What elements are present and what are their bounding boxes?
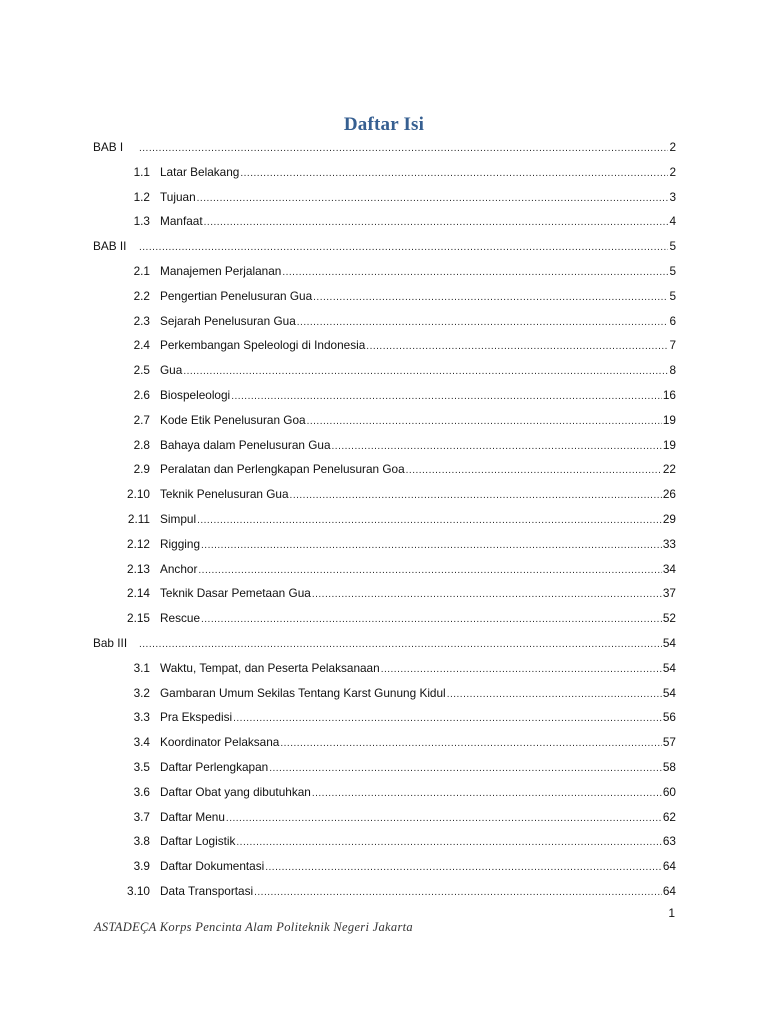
toc-entry-label: Pra Ekspedisi [160, 710, 233, 725]
toc-entry-number: 3.8 [133, 834, 150, 849]
toc-entry-page: 19 [662, 412, 676, 427]
toc-leader-dots [406, 463, 662, 479]
toc-entry-page: 37 [662, 586, 676, 601]
toc-entry-number: 2.6 [133, 387, 150, 402]
toc-section-entry[interactable] [93, 833, 676, 858]
toc-entry-page: 26 [662, 487, 676, 502]
toc-entry-number: 2.4 [133, 338, 150, 353]
toc-leader-dots [366, 339, 668, 355]
toc-chapter-entry[interactable] [93, 635, 676, 660]
toc-leader-dots [201, 538, 662, 554]
toc-entry-page: 64 [662, 883, 676, 898]
toc-entry-page: 16 [662, 387, 676, 402]
toc-entry-page: 5 [669, 263, 676, 278]
toc-entry-number: 2.12 [127, 536, 150, 551]
toc-leader-dots [307, 414, 662, 430]
toc-leader-dots [139, 141, 668, 157]
table-of-contents [93, 139, 676, 908]
toc-section-entry[interactable] [93, 784, 676, 809]
toc-leader-dots [265, 860, 662, 876]
toc-entry-page: 8 [669, 363, 676, 378]
toc-section-entry[interactable] [93, 585, 676, 610]
toc-entry-page: 56 [662, 710, 676, 725]
toc-entry-number: BAB II [93, 239, 127, 254]
toc-entry-page: 5 [669, 239, 676, 254]
toc-section-entry[interactable] [93, 288, 676, 313]
toc-entry-page: 5 [669, 288, 676, 303]
toc-leader-dots [297, 315, 669, 331]
toc-entry-label: Rescue [160, 611, 200, 626]
toc-entry-number: 3.7 [133, 809, 150, 824]
toc-entry-label: Latar Belakang [160, 164, 240, 179]
toc-entry-label: Daftar Perlengkapan [160, 759, 269, 774]
toc-entry-number: BAB I [93, 140, 124, 154]
toc-entry-number: 2.3 [133, 313, 150, 328]
toc-leader-dots [447, 687, 662, 703]
toc-entry-page: 2 [669, 140, 676, 154]
toc-entry-label: Rigging [160, 536, 201, 551]
toc-section-entry[interactable] [93, 213, 676, 238]
toc-entry-page: 54 [662, 660, 676, 675]
toc-entry-number: 3.5 [133, 759, 150, 774]
toc-entry-number: 2.8 [133, 437, 150, 452]
toc-section-entry[interactable] [93, 189, 676, 214]
toc-section-entry[interactable] [93, 809, 676, 834]
toc-entry-label: Sejarah Penelusuran Gua [160, 313, 296, 328]
toc-entry-label: Pengertian Penelusuran Gua [160, 288, 313, 303]
toc-entry-label: Peralatan dan Perlengkapan Penelusuran Goa [160, 462, 405, 477]
toc-section-entry[interactable] [93, 387, 676, 412]
toc-leader-dots [269, 761, 662, 777]
toc-leader-dots [312, 587, 662, 603]
toc-entry-label: Biospeleologi [160, 387, 231, 402]
toc-entry-label: Manajemen Perjalanan [160, 263, 282, 278]
toc-entry-number: 2.9 [133, 462, 150, 477]
toc-leader-dots [197, 513, 662, 529]
toc-leader-dots [290, 488, 662, 504]
toc-leader-dots [240, 166, 668, 182]
toc-entry-label: Teknik Penelusuran Gua [160, 487, 289, 502]
toc-entry-number: 2.10 [127, 487, 150, 502]
toc-section-entry[interactable] [93, 759, 676, 784]
toc-section-entry[interactable] [93, 362, 676, 387]
toc-entry-page: 54 [662, 635, 676, 650]
toc-leader-dots [280, 736, 662, 752]
toc-leader-dots [332, 439, 662, 455]
toc-entry-number: 2.11 [127, 511, 150, 526]
toc-entry-label: Kode Etik Penelusuran Goa [160, 412, 306, 427]
toc-leader-dots [226, 811, 662, 827]
toc-entry-number: 3.9 [133, 859, 150, 874]
toc-entry-label: Gua [160, 363, 183, 378]
toc-section-entry[interactable] [93, 164, 676, 189]
toc-entry-number: Bab III [93, 635, 128, 650]
toc-entry-label: Daftar Dokumentasi [160, 859, 265, 874]
toc-section-entry[interactable] [93, 561, 676, 586]
toc-entry-page: 6 [669, 313, 676, 328]
toc-entry-label: Manfaat [160, 214, 203, 229]
toc-entry-label: Waktu, Tempat, dan Peserta Pelaksanaan [160, 660, 380, 675]
toc-leader-dots [139, 637, 662, 653]
toc-entry-label: Data Transportasi [160, 883, 254, 898]
toc-entry-label: Perkembangan Speleologi di Indonesia [160, 338, 366, 353]
toc-entry-page: 63 [662, 834, 676, 849]
toc-leader-dots [197, 191, 669, 207]
toc-section-entry[interactable] [93, 536, 676, 561]
toc-entry-page: 62 [662, 809, 676, 824]
document-footer: ASTADEÇA Korps Pencinta Alam Politeknik Negeri Jakarta [94, 920, 413, 934]
toc-chapter-entry[interactable] [93, 238, 676, 263]
toc-section-entry[interactable] [93, 486, 676, 511]
toc-entry-number: 1.1 [133, 164, 150, 179]
toc-entry-page: 60 [662, 784, 676, 799]
toc-leader-dots [312, 786, 662, 802]
toc-entry-label: Koordinator Pelaksana [160, 735, 280, 750]
toc-entry-number: 2.1 [133, 263, 150, 278]
toc-leader-dots [233, 711, 662, 727]
toc-section-entry[interactable] [93, 461, 676, 486]
toc-entry-page: 4 [669, 214, 676, 229]
toc-section-entry[interactable] [93, 858, 676, 883]
toc-entry-number: 3.6 [133, 784, 150, 799]
toc-section-entry[interactable] [93, 313, 676, 338]
document-title: Daftar Isi [343, 114, 425, 135]
toc-entry-number: 2.14 [127, 586, 150, 601]
toc-entry-page: 33 [662, 536, 676, 551]
toc-leader-dots [204, 215, 669, 231]
toc-entry-number: 3.10 [127, 883, 150, 898]
toc-entry-number: 2.13 [127, 561, 150, 576]
toc-entry-page: 57 [662, 735, 676, 750]
toc-entry-number: 1.2 [133, 189, 150, 204]
toc-entry-page: 58 [662, 759, 676, 774]
toc-section-entry[interactable] [93, 337, 676, 362]
toc-section-entry[interactable] [93, 883, 676, 908]
toc-leader-dots [198, 563, 661, 579]
toc-leader-dots [381, 662, 662, 678]
toc-entry-number: 2.7 [133, 412, 150, 427]
toc-chapter-entry[interactable] [93, 139, 676, 164]
toc-section-entry[interactable] [93, 709, 676, 734]
page-number: 1 [668, 906, 675, 920]
toc-section-entry[interactable] [93, 263, 676, 288]
toc-entry-number: 2.5 [133, 363, 150, 378]
toc-entry-number: 3.2 [133, 685, 150, 700]
toc-section-entry[interactable] [93, 685, 676, 710]
toc-entry-page: 22 [662, 462, 676, 477]
toc-leader-dots [183, 364, 668, 380]
toc-entry-page: 7 [669, 338, 676, 353]
toc-entry-page: 52 [662, 611, 676, 626]
toc-entry-page: 3 [669, 189, 676, 204]
toc-entry-number: 3.1 [133, 660, 150, 675]
toc-entry-label: Anchor [160, 561, 198, 576]
toc-entry-label: Daftar Logistik [160, 834, 236, 849]
toc-entry-label: Simpul [160, 511, 197, 526]
toc-entry-page: 29 [662, 511, 676, 526]
toc-entry-label: Daftar Menu [160, 809, 225, 824]
toc-entry-number: 2.2 [133, 288, 150, 303]
toc-section-entry[interactable] [93, 660, 676, 685]
toc-section-entry[interactable] [93, 412, 676, 437]
toc-leader-dots [231, 389, 662, 405]
toc-entry-label: Tujuan [160, 189, 196, 204]
toc-entry-page: 19 [662, 437, 676, 452]
toc-entry-number: 3.3 [133, 710, 150, 725]
toc-leader-dots [282, 265, 668, 281]
toc-entry-page: 34 [662, 561, 676, 576]
toc-section-entry[interactable] [93, 437, 676, 462]
toc-leader-dots [139, 240, 668, 256]
toc-entry-number: 2.15 [127, 611, 150, 626]
toc-entry-number: 1.3 [133, 214, 150, 229]
toc-entry-number: 3.4 [133, 735, 150, 750]
toc-section-entry[interactable] [93, 511, 676, 536]
toc-entry-page: 54 [662, 685, 676, 700]
toc-entry-label: Gambaran Umum Sekilas Tentang Karst Gunung Kidul [160, 685, 446, 700]
toc-entry-label: Teknik Dasar Pemetaan Gua [160, 586, 311, 601]
toc-section-entry[interactable] [93, 734, 676, 759]
toc-section-entry[interactable] [93, 610, 676, 635]
toc-entry-label: Daftar Obat yang dibutuhkan [160, 784, 311, 799]
toc-leader-dots [236, 835, 661, 851]
toc-leader-dots [201, 612, 662, 628]
toc-entry-label: Bahaya dalam Penelusuran Gua [160, 437, 331, 452]
toc-leader-dots [254, 885, 662, 901]
toc-leader-dots [313, 290, 668, 306]
toc-entry-page: 2 [669, 164, 676, 179]
toc-entry-page: 64 [662, 859, 676, 874]
